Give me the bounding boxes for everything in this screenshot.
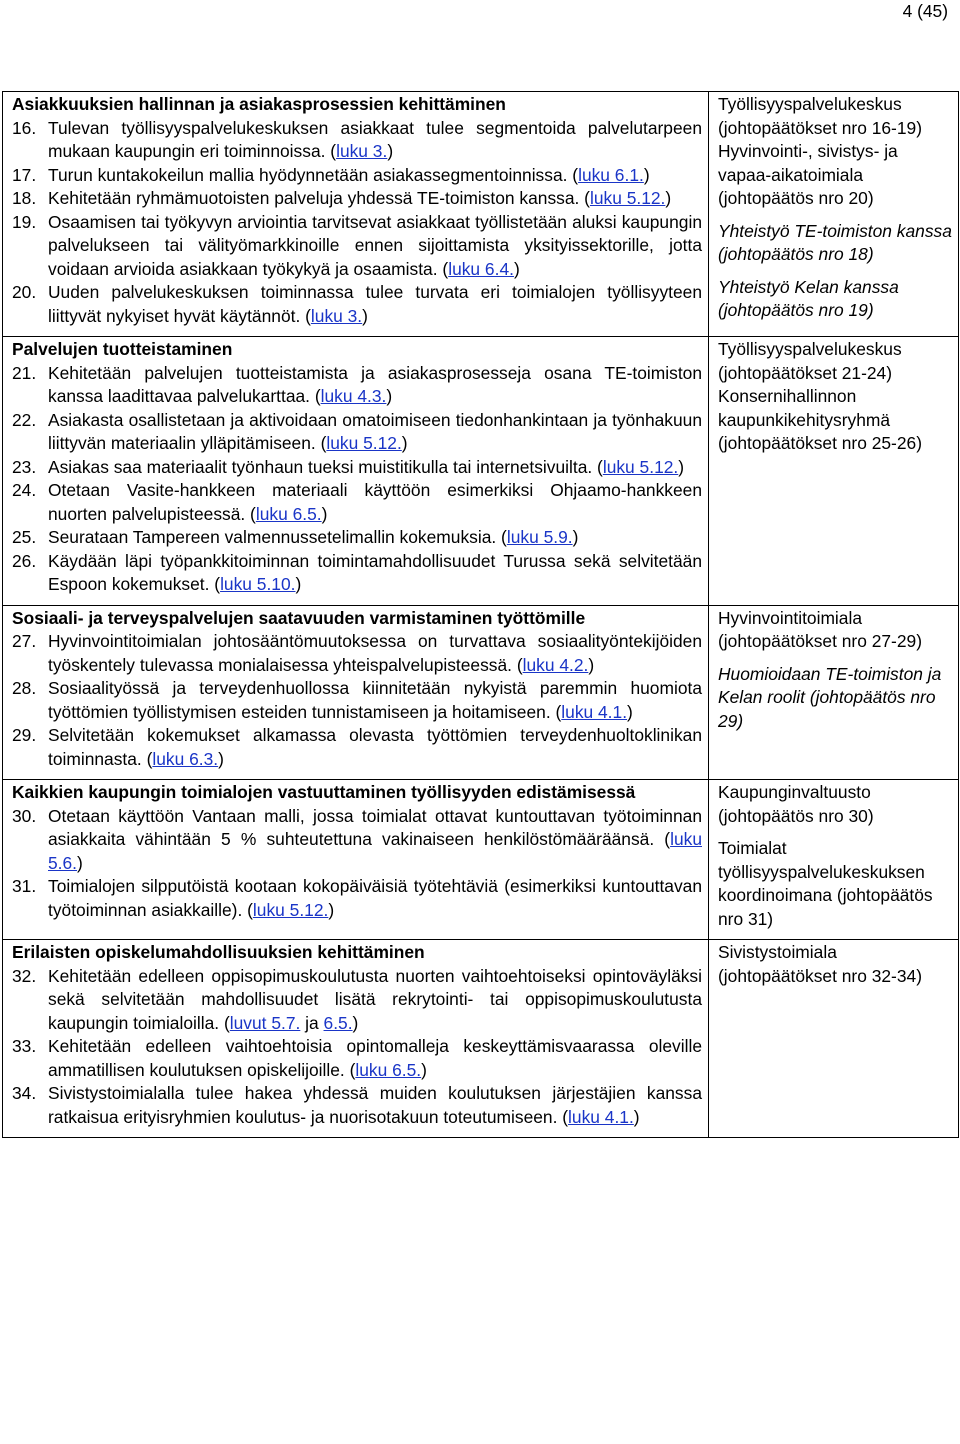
- list-item: [12, 550, 702, 597]
- section-content-cell: [3, 780, 709, 940]
- responsibility-cell: [709, 605, 959, 780]
- item-text-main: Kehitetään ryhmämuotoisten palveluja yhdessä TE-toimiston kanssa. (: [48, 188, 590, 208]
- section-content-cell: [3, 337, 709, 606]
- chapter-reference-link[interactable]: luku 3.: [310, 305, 363, 326]
- list-item: [12, 117, 702, 164]
- chapter-reference-link[interactable]: luku 4.1.: [568, 1106, 634, 1127]
- item-number: 17.: [12, 164, 37, 185]
- item-text-after: ): [295, 574, 302, 594]
- item-number: 25.: [12, 527, 37, 547]
- list-item: [12, 1082, 702, 1129]
- section-title: Erilaisten opiskelumahdollisuuksien kehittäminen: [12, 942, 425, 962]
- chapter-reference-link[interactable]: luku 6.3.: [152, 748, 219, 769]
- section-row: [3, 605, 959, 780]
- item-number: 22.: [12, 409, 37, 430]
- responsibility-cell: [709, 337, 959, 606]
- list-item: [12, 724, 702, 771]
- item-number: 34.: [12, 1083, 37, 1103]
- item-number: 29.: [12, 725, 37, 745]
- item-text: [48, 875, 702, 922]
- item-text: [48, 164, 702, 188]
- item-number: 24.: [12, 480, 37, 500]
- list-item: [12, 362, 702, 409]
- page-number: 4 (45): [902, 1, 948, 21]
- item-text-after: ): [321, 503, 328, 524]
- item-text-main: Kehitetään palvelujen tuotteistamista ja asiakasprosesseja osana TE-toimiston kanssa laadittavaa palvelukarttaa. (: [48, 362, 702, 406]
- item-text: [48, 409, 702, 456]
- list-item: [12, 281, 702, 328]
- item-number: 33.: [12, 1036, 37, 1056]
- section-row: [3, 337, 959, 606]
- item-text: [48, 281, 702, 328]
- item-text: [48, 187, 702, 211]
- list-item: [12, 677, 702, 724]
- chapter-reference-link[interactable]: luku 6.5.: [355, 1059, 422, 1080]
- item-number: 21.: [12, 362, 37, 383]
- list-item: [12, 875, 702, 922]
- item-number: 31.: [12, 876, 37, 896]
- item-text-after: ): [627, 701, 633, 722]
- responsibility-cell: [709, 940, 959, 1138]
- item-text-after: ): [401, 433, 408, 453]
- item-text: [48, 526, 702, 550]
- item-text-main: Seurataan Tampereen valmennussetelimallin kokemuksia. (: [48, 527, 507, 547]
- section-content-cell: [3, 92, 709, 337]
- list-item: [12, 211, 702, 282]
- item-number: 16.: [12, 117, 37, 138]
- item-text-main: Asiakas saa materiaalit työnhaun tueksi muistitikulla tai internetsivuilta. (: [48, 456, 603, 477]
- chapter-reference-link[interactable]: luku 6.5.: [255, 503, 322, 524]
- item-text: [48, 630, 702, 677]
- item-text-main: Selvitetään kokemukset alkamassa olevasta työttömien terveydenhuoltoklinikan toiminnasta. (: [48, 725, 702, 769]
- responsible-party-note: Hyvinvointitoimiala (johtopäätökset nro 27-29): [718, 607, 922, 651]
- item-number: 19.: [12, 211, 37, 232]
- chapter-reference-link[interactable]: 6.5.: [323, 1012, 353, 1033]
- chapter-reference-link[interactable]: luku 5.9.: [506, 527, 573, 547]
- item-text: [48, 211, 702, 282]
- item-text-middle: ja: [300, 1012, 324, 1033]
- recommendations-table: [2, 91, 959, 1138]
- item-text-main: Toimialojen silpputöistä kootaan kokopäiväisiä työtehtäviä (esimerkiksi kuntouttavan työtoiminnan asiakkaille). (: [48, 876, 702, 920]
- item-number: 30.: [12, 805, 37, 826]
- section-content-cell: [3, 605, 709, 780]
- chapter-reference-link[interactable]: luku 6.1.: [578, 164, 644, 185]
- list-item: [12, 456, 702, 480]
- section-row: [3, 92, 959, 337]
- item-text-after: ): [77, 852, 83, 873]
- chapter-reference-link[interactable]: luku 4.2.: [522, 654, 589, 675]
- section-title: Palvelujen tuotteistaminen: [12, 339, 233, 359]
- item-text-main: Asiakasta osallistetaan ja aktivoidaan omatoimiseen tiedonhankintaan ja työnhakuun liittyvän materiaalin ylläpitämiseen. (: [48, 409, 702, 453]
- item-text-after: ): [633, 1106, 640, 1127]
- list-item: [12, 164, 702, 188]
- item-text-main: Sosiaalityössä ja terveydenhuollossa kiinnitetään nykyistä paremmin huomiota työttömien työllistymisen esteiden tunnistamiseen ja hoitamiseen. (: [48, 678, 702, 722]
- item-text-main: Sivistystoimialalla tulee hakea yhdessä muiden koulutuksen järjestäjien kanssa ratkaisua erityisryhmien koulutus- ja nuorisotakuun toteutumiseen. (: [48, 1083, 702, 1127]
- responsible-party-note: Yhteistyö Kelan kanssa (johtopäätös nro 19): [718, 276, 899, 320]
- responsible-party-note: Kaupunginvaltuusto (johtopäätös nro 30): [718, 782, 874, 826]
- item-number: 26.: [12, 550, 37, 571]
- section-title: Kaikkien kaupungin toimialojen vastuuttaminen työllisyyden edistämisessä: [12, 782, 636, 802]
- item-text: [48, 456, 702, 480]
- item-text: [48, 1035, 702, 1082]
- list-item: [12, 630, 702, 677]
- item-text-main: Uuden palvelukeskuksen toiminnassa tulee turvata eri toimialojen työllisyyteen liittyvät nykyiset hyvät käytännöt. (: [48, 282, 702, 326]
- item-number: 28.: [12, 678, 37, 698]
- item-text-main: Otetaan käyttöön Vantaan malli, jossa toimialat ottavat kuntouttavan työtoiminnan asiakkaita vähintään 5 % suhteutettuna vakinaiseen henkilöstömääräänsä. (: [48, 805, 702, 849]
- chapter-reference-link[interactable]: luku 5.12.: [602, 456, 679, 477]
- responsible-party-note: Toimialat työllisyyspalvelukeskuksen koordinoimana (johtopäätös nro 31): [718, 838, 933, 929]
- item-text-after: ): [218, 748, 224, 769]
- item-text-main: Osaamisen tai työkyvyn arviointia tarvitsevat asiakkaat työllistetään aluksi kaupungin palvelukseen tai välityömarkkinoille ennen sijoittamista yksityissektorille, jotta voidaan arvioida asiakkaan työkykyä ja osaamista. (: [48, 211, 702, 279]
- item-number: 32.: [12, 965, 37, 986]
- item-text: [48, 117, 702, 164]
- item-text-after: ): [387, 141, 394, 161]
- chapter-reference-link[interactable]: luku 5.12.: [326, 433, 402, 453]
- list-item: [12, 1035, 702, 1082]
- item-text: [48, 677, 702, 724]
- item-text-after: ): [386, 386, 393, 406]
- item-text-after: ): [588, 654, 595, 675]
- item-text-after: ): [421, 1059, 427, 1080]
- item-text-main: Otetaan Vasite-hankkeen materiaali käyttöön esimerkiksi Ohjaamo-hankkeen nuorten palvelupisteessä. (: [48, 480, 702, 524]
- section-title: Sosiaali- ja terveyspalvelujen saatavuuden varmistaminen työttömille: [12, 607, 586, 628]
- item-text: [48, 362, 702, 409]
- responsible-party-note: Työllisyyspalvelukeskus (johtopäätökset 21-24) Konsernihallinnon kaupunkikehitysryhmä (johtopäätökset nro 25-26): [718, 339, 922, 453]
- responsibility-cell: [709, 780, 959, 940]
- chapter-reference-link[interactable]: luku 5.12.: [252, 899, 329, 920]
- item-number: 18.: [12, 188, 37, 208]
- list-item: [12, 805, 702, 876]
- item-number: 20.: [12, 282, 37, 302]
- item-text: [48, 805, 702, 876]
- list-item: [12, 965, 702, 1036]
- item-text-main: Kehitetään edelleen vaihtoehtoisia opintomalleja keskeyttämisvaarassa oleville ammatillisen koulutuksen opiskelijoille. (: [48, 1036, 702, 1080]
- item-text: [48, 724, 702, 771]
- responsible-party-note: Työllisyyspalvelukeskus (johtopäätökset nro 16-19) Hyvinvointi-, sivistys- ja vapaa-aikatoimiala (johtopäätös nro 20): [718, 94, 922, 208]
- item-text-after: ): [352, 1012, 359, 1033]
- item-text-main: Tulevan työllisyyspalvelukeskuksen asiakkaat tulee segmentoida palvelutarpeen mukaan kaupungin eri toiminnoissa. (: [48, 117, 702, 161]
- chapter-reference-link[interactable]: luku 5.12.: [589, 188, 666, 208]
- item-text-after: ): [513, 258, 520, 279]
- chapter-reference-link[interactable]: luku 5.10.: [220, 574, 296, 594]
- chapter-reference-link[interactable]: luku 6.4.: [448, 258, 514, 279]
- chapter-reference-link[interactable]: luku 4.1.: [561, 701, 628, 722]
- section-title: Asiakkuuksien hallinnan ja asiakasprosessien kehittäminen: [12, 94, 506, 114]
- responsibility-cell: [709, 92, 959, 337]
- item-text-after: ): [328, 899, 335, 920]
- item-text: [48, 965, 702, 1036]
- section-content-cell: [3, 940, 709, 1138]
- item-text-main: Hyvinvointitoimialan johtosääntömuutoksessa on turvattava sosiaalityöntekijöiden työskentely tulevassa monialaisessa yhteispalvelupisteessä. (: [48, 631, 702, 675]
- section-row: [3, 780, 959, 940]
- item-text-after: ): [362, 305, 368, 326]
- item-text-main: Kehitetään edelleen oppisopimuskoulutusta nuorten vaihtoehtoiseksi opintoväyläksi sekä selvitetään mahdollisuudet lisätä rekrytointi- tai oppisopimuskoulutusta kaupungin toimialoilla. (: [48, 965, 702, 1033]
- item-text-after: ): [643, 164, 650, 185]
- item-text: [48, 550, 702, 597]
- item-text: [48, 479, 702, 526]
- chapter-reference-link[interactable]: luku 4.3.: [320, 386, 387, 406]
- list-item: [12, 479, 702, 526]
- list-item: [12, 409, 702, 456]
- item-text: [48, 1082, 702, 1129]
- responsible-party-note: Huomioidaan TE-toimiston ja Kelan roolit (johtopäätös nro 29): [718, 663, 942, 731]
- item-text-after: ): [572, 527, 579, 547]
- chapter-reference-link[interactable]: luku 5.6.: [48, 829, 702, 873]
- section-row: [3, 940, 959, 1138]
- responsible-party-note: Sivistystoimiala (johtopäätökset nro 32-34): [718, 942, 922, 986]
- item-number: 23.: [12, 456, 37, 477]
- list-item: [12, 526, 702, 550]
- responsible-party-note: Yhteistyö TE-toimiston kanssa (johtopäätös nro 18): [718, 220, 952, 264]
- item-text-main: Käydään läpi työpankkitoiminnan toimintamahdollisuudet Turussa sekä selvitetään Espoon kokemukset. (: [48, 550, 702, 594]
- item-number: 27.: [12, 631, 37, 651]
- list-item: [12, 187, 702, 211]
- item-text-main: Turun kuntakokeilun mallia hyödynnetään asiakassegmentoinnissa. (: [48, 164, 579, 185]
- chapter-reference-link[interactable]: luvut 5.7.: [229, 1012, 301, 1033]
- item-text-after: ): [678, 456, 685, 477]
- chapter-reference-link[interactable]: luku 3.: [336, 141, 388, 161]
- item-text-after: ): [665, 188, 672, 208]
